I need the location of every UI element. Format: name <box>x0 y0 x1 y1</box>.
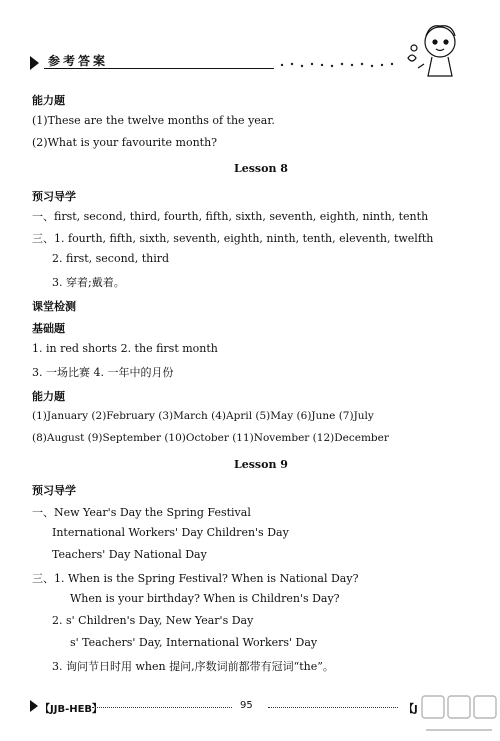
header-arrow-icon <box>30 56 39 70</box>
answer-line: 3. 询问节日时用 when 提问,序数词前都带有冠词“the”。 <box>52 660 334 673</box>
answer-line: 1. in red shorts 2. the first month <box>32 342 218 355</box>
page-header <box>0 0 500 80</box>
footer-label: 【JJB-HEB】 <box>40 704 103 715</box>
footer-dotted-rule <box>92 707 232 708</box>
answer-line: 2. first, second, third <box>52 252 170 265</box>
section-heading: 预习导学 <box>32 190 76 203</box>
answer-line: (1)These are the twelve months of the year. <box>32 114 275 127</box>
answer-line: Teachers' Day National Day <box>52 548 207 561</box>
answer-line: When is your birthday? When is Children's Day? <box>70 592 340 605</box>
section-heading: 能力题 <box>32 390 65 403</box>
mascot-girl-icon <box>400 18 470 80</box>
lesson-title: Lesson 8 <box>234 162 288 175</box>
footer-right-label: 【J <box>404 704 418 715</box>
answer-line: 三、1. When is the Spring Festival? When is National Day? <box>32 572 359 585</box>
lesson-title: Lesson 9 <box>234 458 288 471</box>
answer-line: 一、New Year's Day the Spring Festival <box>32 506 251 519</box>
answer-line: (2)What is your favourite month? <box>32 136 218 149</box>
answer-line: 3. 穿着;戴着。 <box>52 276 125 289</box>
answer-line: 一、first, second, third, fourth, fifth, sixth, seventh, eighth, ninth, tenth <box>32 210 429 223</box>
footer-arrow-icon <box>30 700 38 712</box>
header-rule <box>44 68 274 69</box>
footer-dotted-rule <box>268 707 398 708</box>
answer-line: 三、1. fourth, fifth, sixth, seventh, eighth, ninth, tenth, eleventh, twelfth <box>32 232 434 245</box>
answer-line: (8)August (9)September (10)October (11)November (12)December <box>32 432 389 444</box>
answer-line: International Workers' Day Children's Day <box>52 526 289 539</box>
page-number: 95 <box>240 700 253 711</box>
answer-line: 2. s' Children's Day, New Year's Day <box>52 614 254 627</box>
watermark-logo <box>418 690 500 741</box>
section-heading: 课堂检测 <box>32 300 76 313</box>
section-heading: 能力题 <box>32 94 65 107</box>
section-heading: 预习导学 <box>32 484 76 497</box>
answer-line: s' Teachers' Day, International Workers' Day <box>70 636 318 649</box>
header-decoration <box>278 60 398 70</box>
section-heading: 基础题 <box>32 322 65 335</box>
answer-line: 3. 一场比赛 4. 一年中的月份 <box>32 366 174 379</box>
header-title: 参考答案 <box>48 54 109 68</box>
answer-line: (1)January (2)February (3)March (4)April (5)May (6)June (7)July <box>32 410 374 422</box>
